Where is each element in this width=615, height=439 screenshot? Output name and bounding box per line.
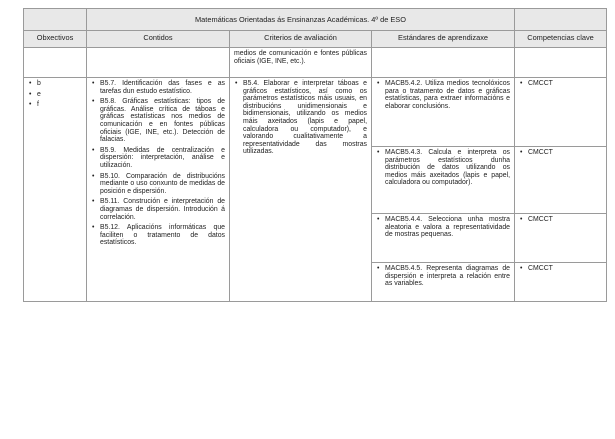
objective-item: • e [28, 91, 82, 99]
competence-cell [515, 147, 607, 214]
criteria-cell [230, 78, 372, 302]
objective-item: • f [28, 101, 82, 109]
continuation-competences [515, 48, 607, 78]
header-criteria: Criterios de avaliación [230, 31, 372, 48]
standard-cell [372, 263, 515, 302]
objectives-cell [24, 78, 87, 302]
title-left-spacer [24, 9, 87, 31]
standard-item: • MACB5.4.5. Representa diagramas de dispersión e interpreta a relación entre as variables. [376, 265, 510, 288]
header-competences: Competencias clave [515, 31, 607, 48]
curriculum-table-wrapper [23, 8, 607, 302]
competence-item: • CMCCT [519, 80, 602, 88]
title-right-spacer [515, 9, 607, 31]
header-standards: Estándares de aprendizaxe [372, 31, 515, 48]
curriculum-table [23, 8, 607, 302]
objective-item: • b [28, 80, 82, 88]
continuation-standards [372, 48, 515, 78]
competence-cell [515, 214, 607, 263]
competence-item: • CMCCT [519, 149, 602, 157]
criterion-item: • B5.4. Elaborar e interpretar táboas e gráficos estatísticos, así como os parámetros estatísticos máis usuais, en distribucións unidimensionais e bidimensionais, utilizando os medios máis axeitados (lapis e papel, calculadora ou computador), e valorando cualitativamente a representatividade das mostras utilizadas. [234, 80, 367, 156]
competence-item: • CMCCT [519, 216, 602, 224]
standard-item: • MACB5.4.2. Utiliza medios tecnolóxicos para o tratamento de datos e gráficas estatísticas, para extraer informacións e elaborar conclusións. [376, 80, 510, 110]
header-contents: Contidos [87, 31, 230, 48]
header-objectives: Obxectivos [24, 31, 87, 48]
table-title: Matemáticas Orientadas ás Ensinanzas Académicas. 4º de ESO [87, 9, 515, 31]
competence-item: • CMCCT [519, 265, 602, 273]
content-item: • B5.9. Medidas de centralización e dispersión: interpretación, análise e utilización. [91, 147, 225, 170]
content-item: • B5.8. Gráficas estatísticas: tipos de gráficas. Análise crítica de táboas e gráficas estatísticas nos medios de comunicación e en fontes públicas oficiais (IGE, INE, etc.). Detección de falacias. [91, 98, 225, 144]
competence-cell [515, 78, 607, 147]
continuation-criteria-text: medios de comunicación e fontes públicas oficiais (IGE, INE, etc.). [230, 48, 372, 78]
content-item: • B5.12. Aplicacións informáticas que faciliten o tratamento de datos estatísticos. [91, 224, 225, 247]
standard-item: • MACB5.4.4. Selecciona unha mostra aleatoria e valora a representatividade de mostras pequenas. [376, 216, 510, 239]
contents-cell [87, 78, 230, 302]
continuation-contents [87, 48, 230, 78]
standard-item: • MACB5.4.3. Calcula e interpreta os parámetros estatísticos dunha distribución de datos utilizando os medios máis axeitados (lapis e papel, calculadora ou computador). [376, 149, 510, 187]
content-item: • B5.7. Identificación das fases e as tarefas dun estudo estatístico. [91, 80, 225, 95]
standard-cell [372, 147, 515, 214]
content-item: • B5.11. Construción e interpretación de diagramas de dispersión. Introdución á correlación. [91, 198, 225, 221]
content-item: • B5.10. Comparación de distribucións mediante o uso conxunto de medidas de posición e dispersión. [91, 173, 225, 196]
standard-cell [372, 214, 515, 263]
competence-cell [515, 263, 607, 302]
continuation-objectives [24, 48, 87, 78]
standard-cell [372, 78, 515, 147]
